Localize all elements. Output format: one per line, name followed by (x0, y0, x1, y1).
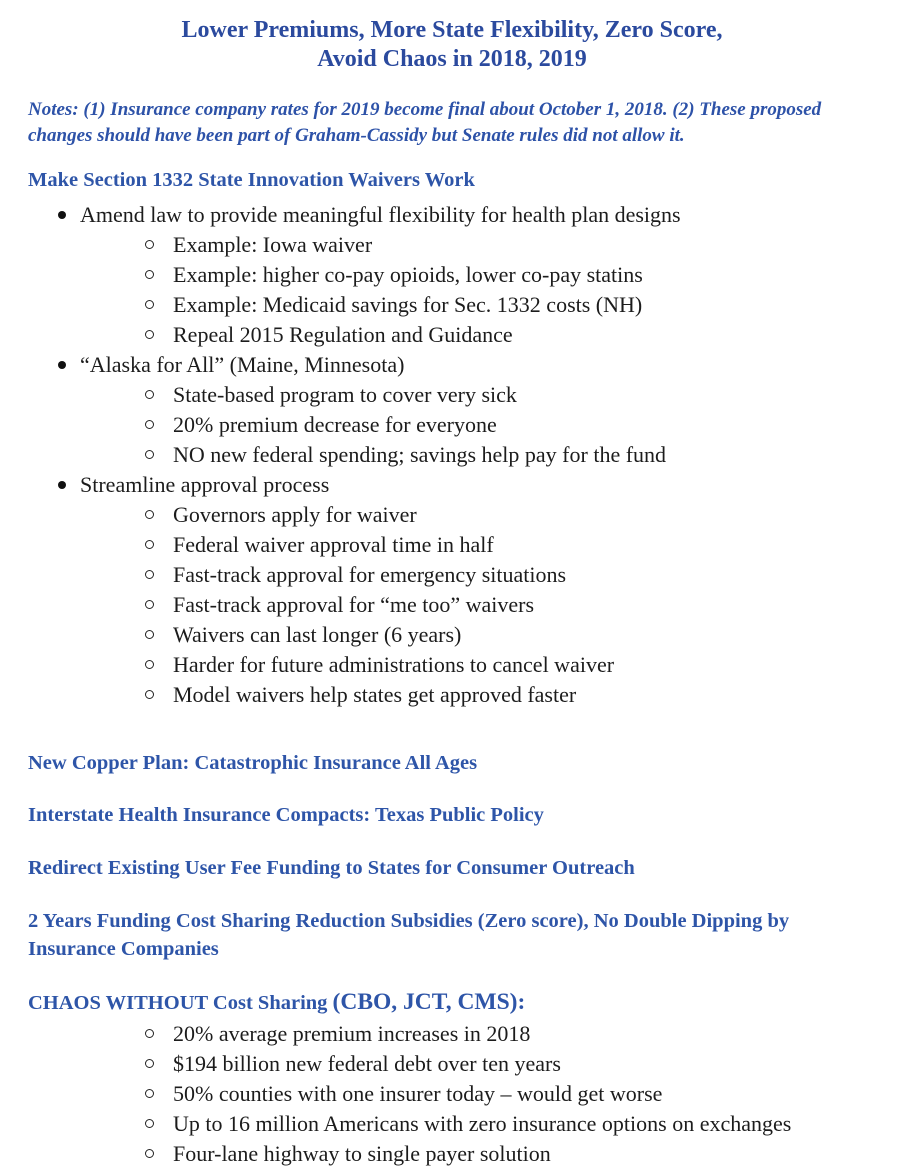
circle-bullet-icon (145, 1059, 154, 1068)
circle-bullet-icon (145, 1089, 154, 1098)
notes-paragraph: Notes: (1) Insurance company rates for 2019 become final about October 1, 2018. (2) These proposed changes should have been part of Graham-Cassidy but Senate rules did not allow it. (28, 98, 822, 146)
sub-bullet-text: Repeal 2015 Regulation and Guidance (173, 321, 513, 347)
sub-bullet-text: Four-lane highway to single payer solution (173, 1140, 551, 1166)
circle-bullet-icon (145, 630, 154, 639)
sub-bullet-item (28, 1139, 876, 1169)
bullet-text: Streamline approval process (80, 471, 330, 497)
circle-bullet-icon (145, 570, 154, 579)
sub-bullet-text: NO new federal spending; savings help pay for the fund (173, 441, 667, 467)
sub-bullet-text: Harder for future administrations to cancel waiver (173, 651, 615, 677)
bullet-item (28, 200, 876, 230)
sub-bullet-text: Example: higher co-pay opioids, lower co-pay statins (173, 261, 643, 287)
bullet-item (28, 350, 876, 380)
circle-bullet-icon (145, 390, 154, 399)
circle-bullet-icon (145, 690, 154, 699)
sub-bullet-item (28, 1079, 876, 1109)
circle-bullet-icon (145, 330, 154, 339)
circle-bullet-icon (145, 540, 154, 549)
sub-bullet-item (28, 620, 876, 650)
circle-bullet-icon (145, 510, 154, 519)
sub-bullet-item (28, 530, 876, 560)
page-title-line2: Avoid Chaos in 2018, 2019 (317, 46, 587, 73)
sub-bullet-text: 50% counties with one insurer today – would get worse (173, 1080, 663, 1106)
sub-bullet-text: $194 billion new federal debt over ten years (173, 1050, 561, 1076)
sub-bullet-item (28, 590, 876, 620)
sub-bullet-text: Federal waiver approval time in half (173, 531, 494, 557)
sub-bullet-text: 20% premium decrease for everyone (173, 411, 497, 437)
sub-bullet-item (28, 290, 876, 320)
circle-bullet-icon (145, 600, 154, 609)
sub-bullet-text: Governors apply for waiver (173, 501, 417, 527)
sub-bullet-text: Waivers can last longer (6 years) (173, 621, 462, 647)
bullet-item (28, 470, 876, 500)
sub-bullet-text: Up to 16 million Americans with zero insurance options on exchanges (173, 1110, 792, 1136)
page-title-line1: Lower Premiums, More State Flexibility, Zero Score, (181, 17, 723, 43)
bullet-text: Amend law to provide meaningful flexibility for health plan designs (80, 201, 681, 227)
section-heading-copper-plan: New Copper Plan: Catastrophic Insurance All Ages (28, 751, 478, 774)
circle-bullet-icon (145, 270, 154, 279)
sub-bullet-item (28, 230, 876, 260)
section-heading-1332-waivers: Make Section 1332 State Innovation Waivers Work (28, 168, 475, 191)
circle-bullet-icon (145, 660, 154, 669)
page-title (28, 16, 876, 75)
sub-bullet-item (28, 320, 876, 350)
sub-bullet-item (28, 650, 876, 680)
chaos-heading-agencies: (CBO, JCT, CMS): (332, 989, 526, 1016)
circle-bullet-icon (145, 420, 154, 429)
section-heading-user-fee-funding: Redirect Existing User Fee Funding to States for Consumer Outreach (28, 857, 635, 880)
sub-bullet-item (28, 560, 876, 590)
bullet-icon (58, 361, 66, 369)
section-heading-csr-subsidies: 2 Years Funding Cost Sharing Reduction Subsidies (Zero score), No Double Dipping by Insurance Companies (28, 909, 790, 961)
section-heading-interstate-compacts: Interstate Health Insurance Compacts: Texas Public Policy (28, 804, 544, 827)
sub-bullet-item (28, 1049, 876, 1079)
sub-bullet-text: Fast-track approval for emergency situations (173, 561, 567, 587)
sub-bullet-item (28, 1109, 876, 1139)
circle-bullet-icon (145, 450, 154, 459)
sub-bullet-text: Model waivers help states get approved faster (173, 681, 577, 707)
circle-bullet-icon (145, 1119, 154, 1128)
circle-bullet-icon (145, 1149, 154, 1158)
sub-bullet-item (28, 380, 876, 410)
bullet-icon (58, 481, 66, 489)
sub-bullet-item (28, 440, 876, 470)
sub-bullet-item (28, 1019, 876, 1049)
sub-bullet-text: Example: Medicaid savings for Sec. 1332 costs (NH) (173, 291, 643, 317)
circle-bullet-icon (145, 240, 154, 249)
bullet-icon (58, 211, 66, 219)
sub-bullet-item (28, 260, 876, 290)
sub-bullet-item (28, 500, 876, 530)
circle-bullet-icon (145, 300, 154, 309)
sub-bullet-text: State-based program to cover very sick (173, 381, 517, 407)
section-heading-chaos (28, 986, 876, 1019)
bullet-text: “Alaska for All” (Maine, Minnesota) (80, 351, 405, 377)
sub-bullet-text: Example: Iowa waiver (173, 231, 373, 257)
sub-bullet-item (28, 410, 876, 440)
chaos-heading-text: CHAOS WITHOUT Cost Sharing (28, 992, 333, 1015)
sub-bullet-text: Fast-track approval for “me too” waivers (173, 591, 535, 617)
sub-bullet-text: 20% average premium increases in 2018 (173, 1020, 531, 1046)
circle-bullet-icon (145, 1029, 154, 1038)
sub-bullet-item (28, 680, 876, 710)
